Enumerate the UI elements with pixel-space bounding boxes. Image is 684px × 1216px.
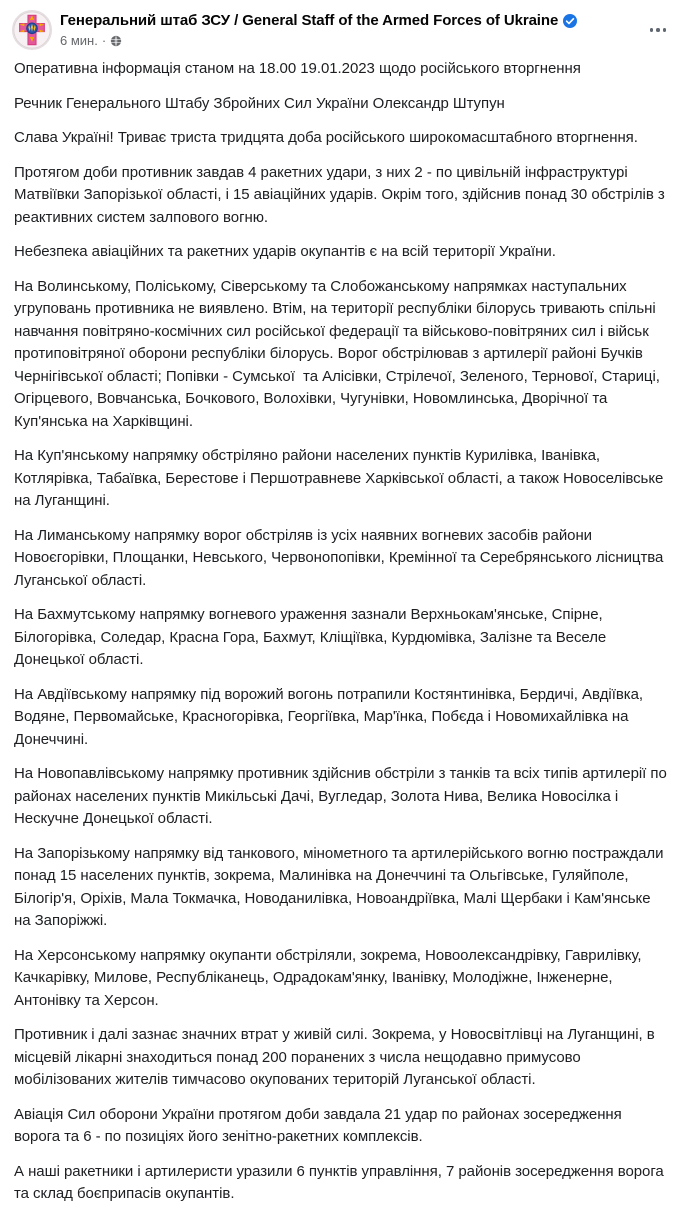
post-paragraph: Оперативна інформація станом на 18.00 19.01.2023 щодо російського вторгнення: [14, 60, 581, 77]
post-paragraph: На Куп'янському напрямку обстріляно райони населених пунктів Курилівка, Іванівка, Котлярівка, Табаївка, Берестове і Першотравневе Харківської області, а також Новоселівське на Луганщині.: [14, 447, 668, 509]
post-paragraph: На Лиманському напрямку ворог обстріляв із усіх наявних вогневих засобів райони Новоєгорівки, Площанки, Невського, Червонопопівки, Кремінної та Серебрянського лісництва Луганської області.: [14, 526, 668, 589]
military-emblem-icon: [13, 11, 51, 49]
header-text: [60, 10, 672, 49]
name-line: [60, 11, 672, 30]
meta-separator: ·: [101, 33, 107, 48]
post-paragraph: Авіація Сил оборони України протягом доби завдала 21 удар по районах зосередження ворога та 6 - по позиціях його зенітно-ракетних комплексів.: [14, 1105, 626, 1145]
post-paragraph: Слава Україні! Триває триста тридцята доба російського широкомасштабного вторгнення.: [14, 129, 638, 146]
post-header: [0, 0, 684, 54]
verified-badge-icon: [563, 14, 577, 28]
timestamp[interactable]: 6 мин.: [60, 33, 98, 48]
post-paragraph: Речник Генерального Штабу Збройних Сил України Олександр Штупун: [14, 94, 505, 112]
post-paragraph: Противник і далі зазнає значних втрат у живій силі. Зокрема, у Новосвітлівці на Луганщині, в місцевій лікарні знаходиться понад 200 поранених з числа нещодавно примусово мобілізованих жителів тимчасово окупованих територій Луганської області.: [14, 1026, 659, 1088]
post-meta: [60, 32, 672, 49]
page-name[interactable]: Генеральний штаб ЗСУ / General Staff of the Armed Forces of Ukraine: [60, 12, 559, 29]
post-paragraph: Протягом доби противник завдав 4 ракетних удари, з них 2 - по цивільній інфраструктурі Матвіївки Запорізької області, і 15 авіаційних ударів. Окрім того, здійснив понад 30 обстрілів з реактивних систем залпового вогню.: [14, 163, 669, 226]
post-paragraph: На Авдіївському напрямку під ворожий вогонь потрапили Костянтинівка, Бердичі, Авдіївка, Водяне, Первомайське, Красногорівка, Георгіївка, Мар'їнка, Побєда і Новомихайлівка на Донеччині.: [14, 685, 648, 748]
post-paragraph: Небезпека авіаційних та ракетних ударів окупантів є на всій території України.: [14, 243, 556, 260]
post-paragraph: А наші ракетники і артилеристи уразили 6 пунктів управління, 7 районів зосередження ворога та склад боєприпасів окупантів.: [14, 1162, 668, 1202]
post-paragraph: На Волинському, Поліському, Сіверському та Слобожанському напрямках наступальних угруповань противника не виявлено. Втім, на території республіки білорусь тривають спільні навчання повітряно-космічних сил російської федерації та військово-повітряних сил і військ протиповітряної оборони республіки білорусь. Ворог обстрілював з артилерії районі Бучків Чернігівської області; Попівки - Сумської та Алісівки, Стрілечої, Зеленого, Тернової, Стариці, Огірцевого, Вовчанська, Бочкового, Волохівки, Чугунівки, Новомлинська, Дворічної та Куп'янська на Харківщині.: [14, 277, 665, 430]
post-paragraph: На Запорізькому напрямку від танкового, мінометного та артилерійського вогню постраждали понад 15 населених пунктів, зокрема, Малинівка на Донеччині та Ольгівське, Гуляйполе, Білогір'я, Оріхів, Мала Токмачка, Новоданилівка, Новоандріївка, Малі Щербаки і Кам'янське на Запоріжжі.: [14, 844, 668, 929]
post-options-menu-button[interactable]: [642, 14, 674, 46]
avatar[interactable]: [12, 10, 52, 50]
post-body: [0, 54, 684, 1216]
ellipsis-icon: [650, 28, 667, 32]
post-paragraph: На Новопавлівському напрямку противник здійснив обстріли з танків та всіх типів артилерії по районах населених пунктів Микільські Дачі, Вугледар, Золота Нива, Велика Новосілка і Нескучне Донецької області.: [14, 765, 671, 827]
post-paragraph: На Бахмутському напрямку вогневого ураження зазнали Верхньокам'янське, Спірне, Білогорівка, Соледар, Красна Гора, Бахмут, Кліщіївка, Курдюмівка, Залізне та Веселе Донецької області.: [14, 606, 611, 668]
globe-icon[interactable]: [110, 35, 122, 47]
post-paragraph: На Херсонському напрямку окупанти обстріляли, зокрема, Новоолександрівку, Гаврилівку, Качкарівку, Милове, Республіканець, Одрадокам'янку, Іванівку, Молодіжне, Інженерне, Антонівку та Херсон.: [14, 946, 646, 1009]
